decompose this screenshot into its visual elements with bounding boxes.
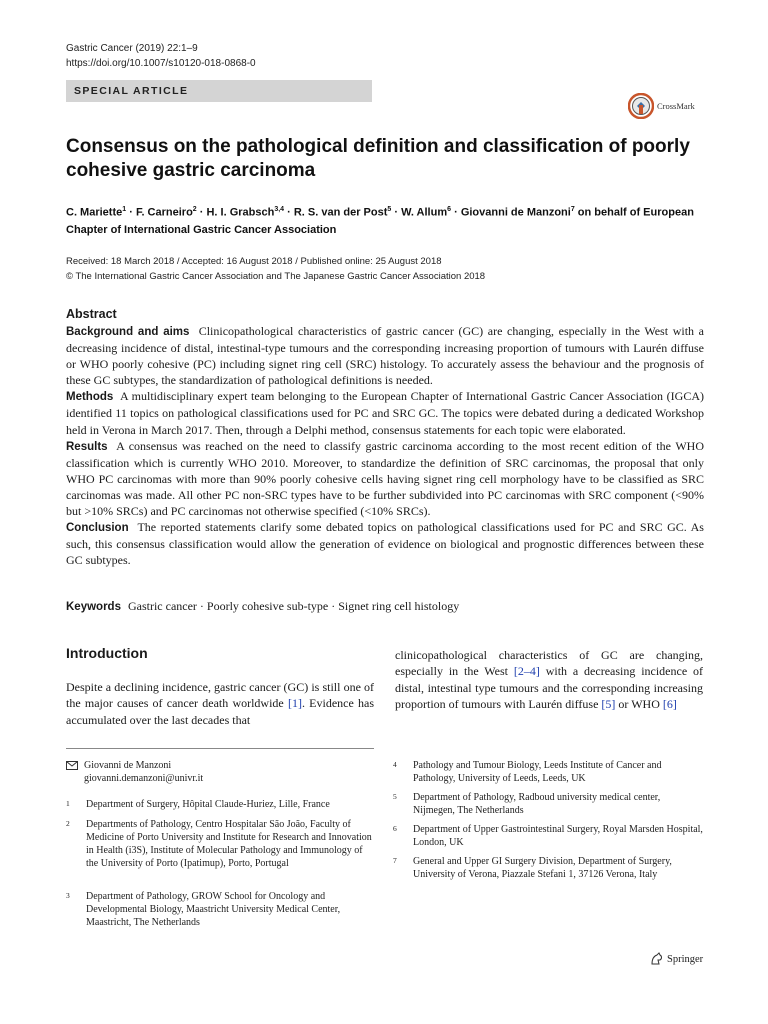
affiliation-number: 4 [393, 760, 397, 769]
keywords-section [66, 598, 704, 615]
abstract-text: Clinicopathological characteristics of gastric cancer (GC) are changing, especially in the West with a decreasing incidence of distal, intestinal-type tumours and the corresponding increasing proportion of tumours with Laurén diffuse or WHO poorly cohesive (PC) including signet ring cell (SRC) histology. To accurately assess the behaviour and the prognosis of these GC subtypes, the standardization of pathological definitions is needed. [66, 324, 704, 388]
keywords-text: Gastric cancer · Poorly cohesive sub-type · Signet ring cell histology [127, 599, 460, 613]
author-name[interactable]: Giovanni de Manzoni [460, 206, 571, 219]
abstract-background [66, 323, 704, 388]
author-name[interactable]: W. Allum [401, 206, 448, 219]
introduction-text-right [395, 647, 703, 712]
crossmark-badge[interactable] [628, 93, 695, 119]
article-type-label: SPECIAL ARTICLE [74, 85, 189, 97]
abstract-conclusion [66, 519, 704, 568]
copyright-notice: © The International Gastric Cancer Association and The Japanese Gastric Cancer Association 2018 [66, 271, 486, 282]
abstract-results [66, 438, 704, 519]
affiliation-number: 1 [66, 799, 70, 808]
author-name[interactable]: C. Mariette [66, 206, 123, 219]
publisher-name: Springer [667, 953, 704, 965]
author-name[interactable]: R. S. van der Post [293, 206, 388, 219]
affiliation-text: Department of Upper Gastrointestinal Surgery, Royal Marsden Hospital, London, UK [413, 824, 703, 848]
contact-email[interactable]: giovanni.demanzoni@univr.it [84, 773, 204, 784]
footnote-divider [66, 748, 374, 749]
citation-link[interactable]: [6] [662, 696, 677, 711]
abstract-heading: Abstract [66, 307, 117, 321]
body-text: Despite a declining incidence, gastric cancer (GC) is still one of the major causes of cancer death worldwide [66, 680, 374, 711]
citation-link[interactable]: [1] [287, 696, 302, 711]
author-affiliation-ref: 5 [387, 206, 392, 213]
author-affiliation-ref: 3,4 [274, 206, 285, 213]
abstract-label: Methods [66, 391, 114, 404]
author-name[interactable]: F. Carneiro [135, 206, 193, 219]
affiliation-number: 3 [66, 891, 70, 900]
abstract-label: Background and aims [66, 326, 190, 338]
author-affiliation-ref: 6 [447, 206, 452, 213]
affiliation-text: Department of Pathology, Radboud university medical center, Nijmegen, The Netherlands [413, 792, 661, 816]
affiliation-text: Pathology and Tumour Biology, Leeds Institute of Cancer and Pathology, University of Leeds, Leeds, UK [413, 760, 662, 784]
crossmark-label: CrossMark [657, 101, 695, 111]
contact-name: Giovanni de Manzoni [84, 760, 172, 771]
citation-link[interactable]: [5] [601, 696, 616, 711]
author-affiliation-ref: 7 [570, 206, 575, 213]
abstract-text: A multidisciplinary expert team belonging to the European Chapter of International Gastric Cancer Association (IGCA) identified 11 topics on pathological classifications used for PC and SRC GC. The topics were debated during a dedicated Workshop held in Verona in March 2017. Then, through a Delphi method, consensus statements for each topic were elaborated. [66, 389, 704, 437]
springer-horse-icon [650, 952, 663, 966]
body-text: with a decreasing incidence of distal, intestinal type tumours and the corresponding increasing proportion of tumours with Laurén diffuse [395, 664, 704, 711]
body-text: clinicopathological characteristics of GC are changing, especially in the West [395, 648, 703, 679]
publication-history: Received: 18 March 2018 / Accepted: 16 August 2018 / Published online: 25 August 2018 [66, 256, 442, 267]
journal-header [66, 41, 256, 71]
keywords-label: Keywords [66, 601, 121, 613]
abstract-methods [66, 388, 704, 437]
citation-link[interactable]: [2–4] [513, 664, 540, 679]
author-affiliation-ref: 2 [192, 206, 197, 213]
body-text: . Evidence has accumulated over the last decades that [66, 696, 375, 727]
affiliation-text: General and Upper GI Surgery Division, Department of Surgery, University of Verona, Piazzale Stefani 1, 37126 Verona, Italy [413, 856, 672, 880]
affiliation-number: 2 [66, 819, 70, 828]
body-text: or WHO [615, 696, 663, 711]
introduction-text-left [66, 679, 374, 728]
author-name[interactable]: H. I. Grabsch [206, 206, 275, 219]
crossmark-icon [628, 93, 654, 119]
affiliation-text: Department of Surgery, Hôpital Claude-Huriez, Lille, France [86, 799, 330, 810]
journal-citation: Gastric Cancer (2019) 22:1–9 [66, 43, 198, 54]
affiliation-text: Department of Pathology, GROW School for Oncology and Developmental Biology, Maastricht University Medical Center, Maastricht, The Netherlands [86, 891, 341, 928]
author-group: on behalf of European Chapter of International Gastric Cancer Association [66, 206, 694, 236]
affiliation-number: 5 [393, 792, 397, 801]
abstract-label: Conclusion [66, 522, 129, 535]
article-type-banner [66, 80, 372, 102]
article-title: Consensus on the pathological definition and classification of poorly cohesive gastric carcinoma [66, 136, 690, 181]
doi-link[interactable]: https://doi.org/10.1007/s10120-018-0868-0 [66, 58, 256, 69]
affiliation-text: Departments of Pathology, Centro Hospitalar São João, Faculty of Medicine of Porto University and Institute for Research and Innovation in Health (i3S), Institute of Molecular Pathology and Immunology of the University of Porto (Ipatimup), Porto, Portugal [86, 819, 372, 869]
envelope-icon [66, 761, 78, 770]
publication-dates [66, 254, 706, 284]
abstract-text: A consensus was reached on the need to classify gastric carcinoma according to the most recent edition of the WHO classification which is currently WHO 2010. Moreover, to standardize the definition of SRC carcinomas, the proposal that only WHO PC carcinomas with more than 90% poorly cohesive cells having signet ring cell morphology have to be classified as SRC carcinomas was made. All other PC non-SRC types have to be further subdivided into PC carcinomas with SRC component (<90% but >10% SRCs) and PC carcinomas not otherwise specified (<10% SRCs). [66, 438, 704, 519]
abstract-text: The reported statements clarify some debated topics on pathological classifications used for PC and SRC GC. As such, this consensus classification would allow the generation of evidence on biological and prognostic differences between these GC subtypes. [66, 520, 704, 568]
affiliation-number: 6 [393, 824, 397, 833]
abstract-label: Results [66, 440, 108, 453]
author-affiliation-ref: 1 [122, 206, 127, 213]
introduction-heading: Introduction [66, 645, 148, 661]
publisher-logo [650, 952, 703, 966]
author-list: C. Mariette$^1$ · F. Carneiro$^2$ · H. I. Grabsch$^{3,4}$ · R. S. van der Post$^5$ · W. Allum$^6$ · Giovanni de Manzoni$^7$ on behalf of European Chapter of International Gastric Cancer Association [66, 206, 694, 236]
abstract-section [66, 306, 704, 568]
affiliation-number: 7 [393, 856, 397, 865]
